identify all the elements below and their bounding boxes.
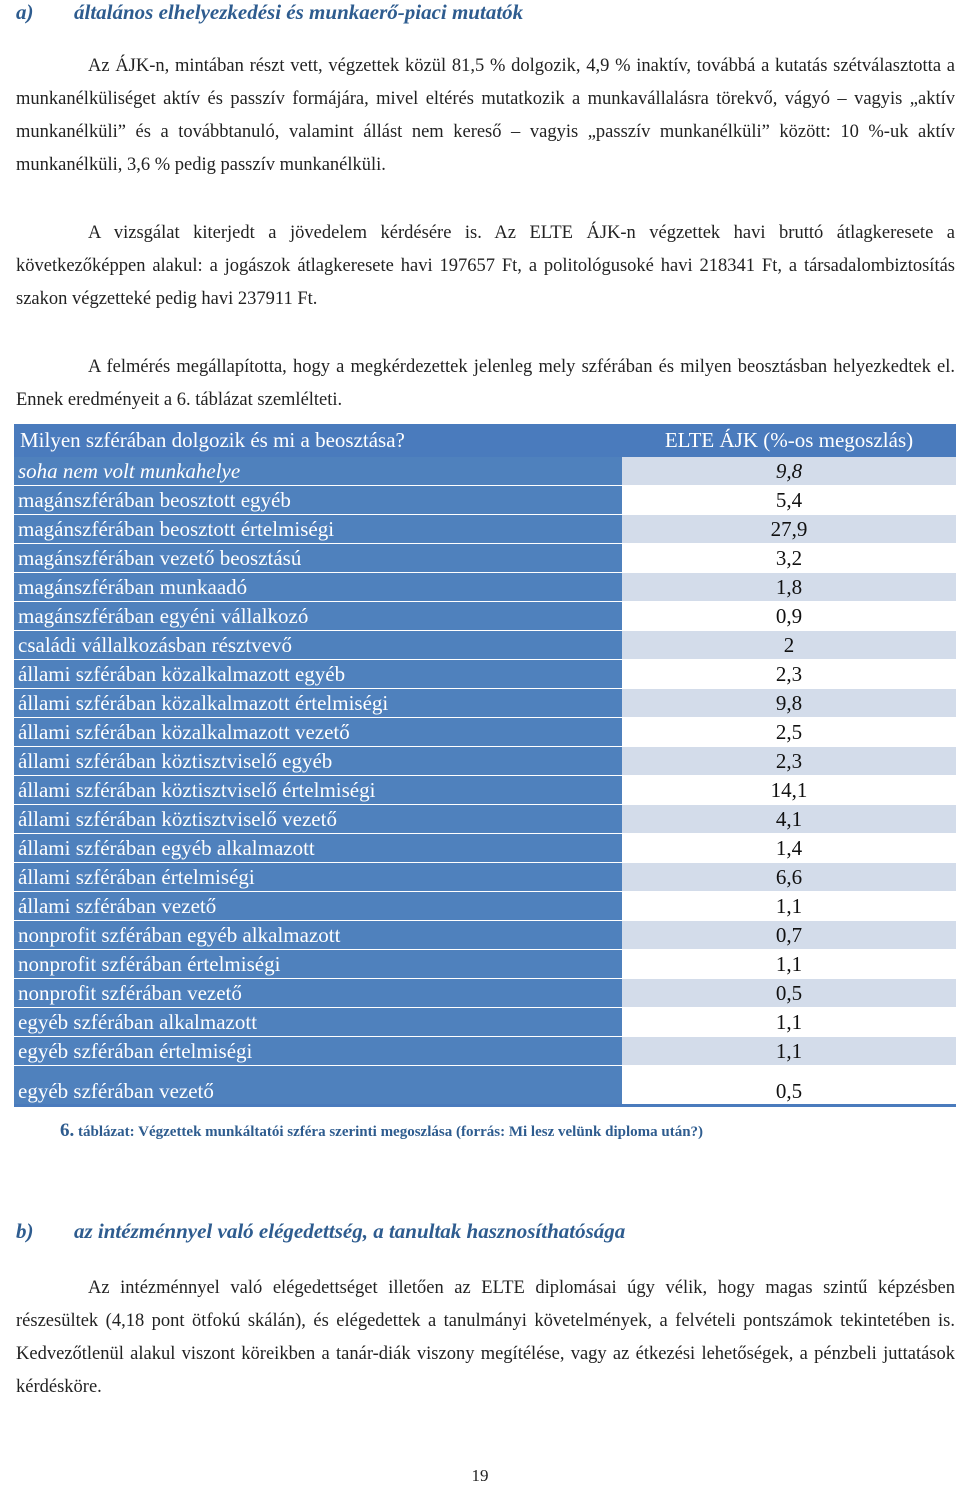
row-value: 0,9 [622,602,956,631]
row-value: 0,7 [622,921,956,950]
table-row [14,486,956,515]
table-row [14,602,956,631]
row-value: 27,9 [622,515,956,544]
row-label: állami szférában köztisztviselő értelmiségi [14,776,622,805]
table-row [14,718,956,747]
table-row [14,1037,956,1066]
paragraph-employment: Az ÁJK-n, mintában részt vett, végzettek közül 81,5 % dolgozik, 4,9 % inaktív, továbbá a kutatás szétválasztotta a munkanélküliséget aktív és passzív formájára, mivel eltérés mutatkozik a munkavállalásra törekvő, vágyó – vagyis „aktív munkanélküli” és a továbbtanuló, valamint állást nem kereső – vagyis „passzív munkanélküli” között: 10 %-uk aktív munkanélküli, 3,6 % pedig passzív munkanélküli. [16,56,955,175]
section-b-title: az intézménnyel való elégedettség, a tanultak hasznosíthatósága [74,1219,626,1243]
row-value: 2,3 [622,660,956,689]
table-row [14,1066,956,1106]
row-label: családi vállalkozásban résztvevő [14,631,622,660]
table-row [14,892,956,921]
table-caption-number: 6. [60,1120,75,1141]
sphere-distribution-table [14,424,956,1107]
row-label: állami szférában értelmiségi [14,863,622,892]
table-caption-text: táblázat: Végzettek munkáltatói szféra szerinti megoszlása (forrás: Mi lesz velünk diploma után?) [78,1124,704,1140]
row-value: 6,6 [622,863,956,892]
row-label: egyéb szférában értelmiségi [14,1037,622,1066]
row-value: 0,5 [622,979,956,1008]
row-label: magánszférában munkaadó [14,573,622,602]
section-b-heading [16,1219,625,1244]
row-value: 2 [622,631,956,660]
row-value: 9,8 [622,457,956,486]
table-row [14,805,956,834]
table-row [14,660,956,689]
table-row [14,979,956,1008]
row-label: magánszférában beosztott értelmiségi [14,515,622,544]
row-value: 9,8 [622,689,956,718]
table-header-percent: ELTE ÁJK (%-os megoszlás) [622,424,956,457]
row-value: 1,4 [622,834,956,863]
table-row [14,544,956,573]
row-value: 1,1 [622,950,956,979]
row-label: magánszférában beosztott egyéb [14,486,622,515]
table-body [14,457,956,1106]
table-row [14,573,956,602]
table-row [14,834,956,863]
row-label: egyéb szférában vezető [14,1066,622,1106]
table-caption [60,1120,703,1142]
table-row [14,921,956,950]
table-row [14,515,956,544]
paragraph-satisfaction: Az intézménnyel való elégedettséget illetően az ELTE diplomásai úgy vélik, hogy magas szintű képzésben részesültek (4,18 pont ötfokú skálán), és elégedettek a tanulmányi követelmények, a felvételi pontszámok tekintetében is. Kedvezőtlenül alakul viszont köreikben a tanár-diák viszony megítélése, vagy az étkezési lehetőségek, a pénzbeli juttatások kérdésköre. [16,1278,955,1397]
row-label: állami szférában közalkalmazott egyéb [14,660,622,689]
row-label: nonprofit szférában vezető [14,979,622,1008]
table-row [14,457,956,486]
row-label: soha nem volt munkahelye [14,457,622,486]
table-row [14,1008,956,1037]
row-value: 1,1 [622,1037,956,1066]
row-value: 1,1 [622,1008,956,1037]
row-label: állami szférában egyéb alkalmazott [14,834,622,863]
page-number: 19 [471,1466,489,1485]
row-label: nonprofit szférában értelmiségi [14,950,622,979]
paragraph-sphere: A felmérés megállapította, hogy a megkérdezettek jelenleg mely szférában és milyen beosztásban helyezkedtek el. Ennek eredményeit a 6. táblázat szemlélteti. [16,357,955,410]
row-label: egyéb szférában alkalmazott [14,1008,622,1037]
paragraph-income: A vizsgálat kiterjedt a jövedelem kérdésére is. Az ELTE ÁJK-n végzettek havi bruttó átlagkeresete a következőképpen alakul: a jogászok átlagkeresete havi 197657 Ft, a politológusoké havi 218341 Ft, a társadalombiztosítás szakon végzetteké pedig havi 237911 Ft. [16,223,955,309]
row-label: magánszférában vezető beosztású [14,544,622,573]
row-label: állami szférában közalkalmazott értelmiségi [14,689,622,718]
row-value: 2,3 [622,747,956,776]
row-value: 2,5 [622,718,956,747]
table-row [14,631,956,660]
row-label: állami szférában vezető [14,892,622,921]
row-label: nonprofit szférában egyéb alkalmazott [14,921,622,950]
table-row [14,950,956,979]
table-row [14,776,956,805]
table-header-sphere: Milyen szférában dolgozik és mi a beosztása? [14,424,622,457]
table-header-row [14,424,956,457]
row-value: 4,1 [622,805,956,834]
row-label: állami szférában közalkalmazott vezető [14,718,622,747]
row-label: állami szférában köztisztviselő vezető [14,805,622,834]
section-b-letter: b) [16,1219,34,1243]
row-value: 1,1 [622,892,956,921]
table-row [14,747,956,776]
row-value: 0,5 [622,1066,956,1106]
table-row [14,863,956,892]
row-label: állami szférában köztisztviselő egyéb [14,747,622,776]
table-row [14,689,956,718]
section-a-title: általános elhelyezkedési és munkaerő-piaci mutatók [74,0,524,24]
section-a-letter: a) [16,0,34,24]
row-value: 1,8 [622,573,956,602]
row-value: 5,4 [622,486,956,515]
row-value: 14,1 [622,776,956,805]
row-value: 3,2 [622,544,956,573]
section-a-heading [16,0,523,25]
row-label: magánszférában egyéni vállalkozó [14,602,622,631]
